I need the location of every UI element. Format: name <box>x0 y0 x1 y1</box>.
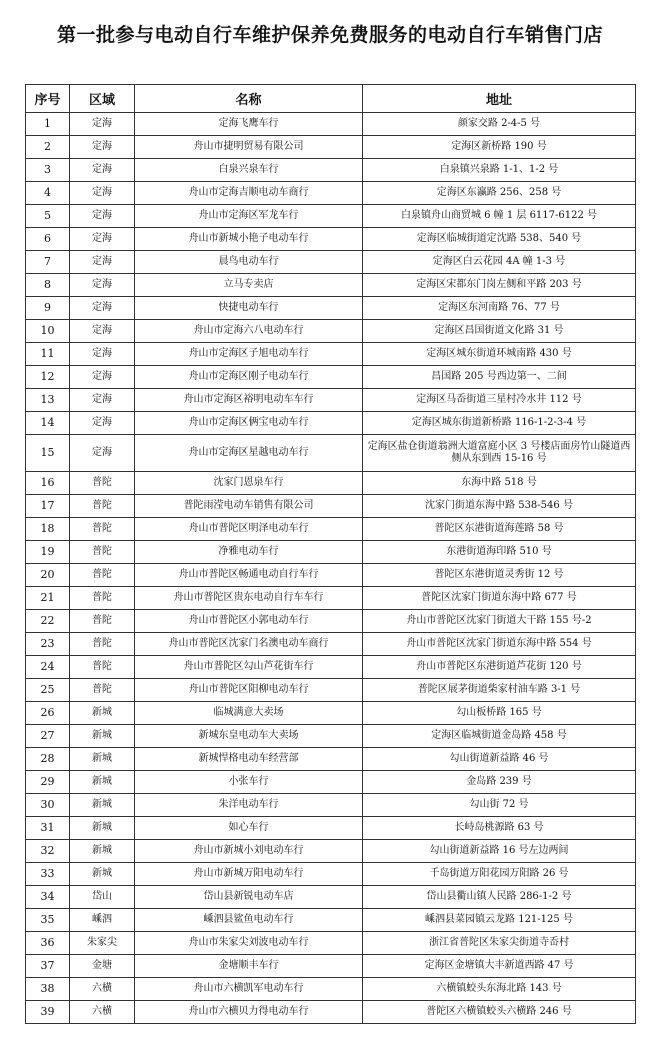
cell-area: 定海 <box>70 274 135 297</box>
cell-name: 舟山市定海区星越电动车行 <box>135 435 363 472</box>
cell-name: 舟山市朱家尖刘波电动车行 <box>135 932 363 955</box>
cell-seq: 5 <box>26 205 70 228</box>
header-address: 地址 <box>363 85 636 113</box>
cell-name: 舟山市捷明贸易有限公司 <box>135 136 363 159</box>
cell-address: 定海区临城街道定沈路 538、540 号 <box>363 228 636 251</box>
cell-seq: 29 <box>26 771 70 794</box>
cell-address: 普陀区东港街道海莲路 58 号 <box>363 518 636 541</box>
table-row <box>26 495 636 518</box>
cell-area: 普陀 <box>70 679 135 702</box>
header-name: 名称 <box>135 85 363 113</box>
cell-name: 舟山市六横贝力得电动车行 <box>135 1001 363 1024</box>
table-row <box>26 320 636 343</box>
cell-address: 六横镇蛟头东海北路 143 号 <box>363 978 636 1001</box>
cell-area: 六横 <box>70 1001 135 1024</box>
table-row <box>26 656 636 679</box>
cell-seq: 33 <box>26 863 70 886</box>
table-header-row <box>26 85 636 113</box>
cell-area: 定海 <box>70 182 135 205</box>
cell-name: 舟山市普陀区贵东电动自行车车行 <box>135 587 363 610</box>
cell-name: 舟山市定海区军龙车行 <box>135 205 363 228</box>
cell-seq: 27 <box>26 725 70 748</box>
cell-address: 岱山县衢山镇人民路 286-1-2 号 <box>363 886 636 909</box>
table-row <box>26 702 636 725</box>
cell-seq: 24 <box>26 656 70 679</box>
cell-address: 定海区马岙街道三星村冷水井 112 号 <box>363 389 636 412</box>
cell-address: 东港街道海印路 510 号 <box>363 541 636 564</box>
cell-name: 如心车行 <box>135 817 363 840</box>
cell-area: 定海 <box>70 412 135 435</box>
cell-name: 舟山市普陀区明泽电动车行 <box>135 518 363 541</box>
cell-area: 新城 <box>70 794 135 817</box>
cell-name: 晨鸟电动车行 <box>135 251 363 274</box>
table-row <box>26 748 636 771</box>
cell-area: 新城 <box>70 863 135 886</box>
table-row <box>26 771 636 794</box>
cell-name: 舟山市定海六八电动车行 <box>135 320 363 343</box>
cell-area: 岱山 <box>70 886 135 909</box>
cell-name: 舟山市普陀区小郭电动车行 <box>135 610 363 633</box>
cell-name: 临城满意大卖场 <box>135 702 363 725</box>
cell-area: 普陀 <box>70 656 135 679</box>
cell-area: 新城 <box>70 840 135 863</box>
cell-seq: 37 <box>26 955 70 978</box>
table-row <box>26 518 636 541</box>
cell-area: 定海 <box>70 228 135 251</box>
cell-address: 定海区城东街道新桥路 116-1-2-3-4 号 <box>363 412 636 435</box>
cell-seq: 2 <box>26 136 70 159</box>
cell-address: 白泉镇舟山商贸城 6 幢 1 层 6117-6122 号 <box>363 205 636 228</box>
cell-area: 新城 <box>70 725 135 748</box>
table-row <box>26 228 636 251</box>
cell-area: 嵊泗 <box>70 909 135 932</box>
cell-area: 定海 <box>70 366 135 389</box>
cell-address: 白泉镇兴泉路 1-1、1-2 号 <box>363 159 636 182</box>
cell-seq: 18 <box>26 518 70 541</box>
cell-address: 定海区东河南路 76、77 号 <box>363 297 636 320</box>
cell-name: 舟山市普陀区沈家门名澳电动车商行 <box>135 633 363 656</box>
table-row <box>26 113 636 136</box>
cell-area: 定海 <box>70 136 135 159</box>
cell-area: 普陀 <box>70 541 135 564</box>
table-row <box>26 159 636 182</box>
cell-address: 定海区金塘镇大丰新道西路 47 号 <box>363 955 636 978</box>
cell-address: 颜家交路 2-4-5 号 <box>363 113 636 136</box>
table-body <box>26 113 636 1024</box>
cell-address: 长峙岛桃源路 63 号 <box>363 817 636 840</box>
cell-seq: 10 <box>26 320 70 343</box>
table-row <box>26 1001 636 1024</box>
cell-seq: 11 <box>26 343 70 366</box>
cell-address: 定海区新桥路 190 号 <box>363 136 636 159</box>
cell-area: 金塘 <box>70 955 135 978</box>
cell-area: 普陀 <box>70 610 135 633</box>
cell-seq: 7 <box>26 251 70 274</box>
table-row <box>26 932 636 955</box>
cell-address: 舟山市普陀区东港街道芦花街 120 号 <box>363 656 636 679</box>
cell-seq: 38 <box>26 978 70 1001</box>
cell-name: 舟山市普陀区阳柳电动车行 <box>135 679 363 702</box>
cell-address: 千岛街道万阳花园万阳路 26 号 <box>363 863 636 886</box>
cell-address: 沈家门街道东海中路 538-546 号 <box>363 495 636 518</box>
table-row <box>26 679 636 702</box>
cell-address: 勾山街 72 号 <box>363 794 636 817</box>
cell-name: 嵊泗县鲨鱼电动车行 <box>135 909 363 932</box>
stores-table <box>25 84 636 1024</box>
cell-address: 舟山市普陀区沈家门街道大干路 155 号-2 <box>363 610 636 633</box>
cell-area: 普陀 <box>70 633 135 656</box>
table-row <box>26 978 636 1001</box>
cell-area: 定海 <box>70 159 135 182</box>
cell-area: 定海 <box>70 113 135 136</box>
table-row <box>26 725 636 748</box>
cell-seq: 28 <box>26 748 70 771</box>
cell-name: 小张车行 <box>135 771 363 794</box>
cell-area: 新城 <box>70 748 135 771</box>
document-title: 第一批参与电动自行车维护保养免费服务的电动自行车销售门店 <box>56 24 603 46</box>
cell-area: 定海 <box>70 251 135 274</box>
cell-address: 定海区城东街道环城南路 430 号 <box>363 343 636 366</box>
cell-seq: 25 <box>26 679 70 702</box>
cell-seq: 4 <box>26 182 70 205</box>
cell-seq: 31 <box>26 817 70 840</box>
cell-seq: 15 <box>26 435 70 472</box>
cell-name: 舟山市新城万阳电动车行 <box>135 863 363 886</box>
table-row <box>26 909 636 932</box>
table-row <box>26 817 636 840</box>
cell-address: 定海区临城街道金岛路 458 号 <box>363 725 636 748</box>
cell-seq: 19 <box>26 541 70 564</box>
cell-address: 东海中路 518 号 <box>363 472 636 495</box>
cell-name: 新城悍格电动车经营部 <box>135 748 363 771</box>
cell-area: 普陀 <box>70 587 135 610</box>
cell-area: 普陀 <box>70 564 135 587</box>
cell-seq: 8 <box>26 274 70 297</box>
cell-seq: 22 <box>26 610 70 633</box>
cell-seq: 12 <box>26 366 70 389</box>
cell-seq: 17 <box>26 495 70 518</box>
cell-address: 定海区宋都东门岗左侧和平路 203 号 <box>363 274 636 297</box>
cell-address: 舟山市普陀区沈家门街道东海中路 554 号 <box>363 633 636 656</box>
cell-name: 舟山市新城小刘电动车行 <box>135 840 363 863</box>
table-row <box>26 587 636 610</box>
cell-name: 白泉兴泉车行 <box>135 159 363 182</box>
cell-name: 舟山市定海区裕明电动车车行 <box>135 389 363 412</box>
cell-area: 普陀 <box>70 495 135 518</box>
table-row <box>26 297 636 320</box>
cell-name: 舟山市普陀区畅通电动自行车行 <box>135 564 363 587</box>
table-row <box>26 205 636 228</box>
cell-area: 定海 <box>70 389 135 412</box>
table-row <box>26 182 636 205</box>
cell-seq: 23 <box>26 633 70 656</box>
cell-address: 普陀区展茅街道柴家村油车路 3-1 号 <box>363 679 636 702</box>
cell-seq: 3 <box>26 159 70 182</box>
cell-area: 新城 <box>70 702 135 725</box>
table-row <box>26 366 636 389</box>
cell-address: 勾山街道新益路 46 号 <box>363 748 636 771</box>
header-area: 区域 <box>70 85 135 113</box>
cell-area: 定海 <box>70 297 135 320</box>
cell-address: 普陀区东港街道灵秀街 12 号 <box>363 564 636 587</box>
table-row <box>26 886 636 909</box>
cell-area: 定海 <box>70 320 135 343</box>
cell-name: 舟山市普陀区勾山芦花街车行 <box>135 656 363 679</box>
cell-seq: 13 <box>26 389 70 412</box>
cell-seq: 34 <box>26 886 70 909</box>
cell-address: 定海区盐仓街道翁洲大道富庭小区 3 号楼店面房竹山隧道西侧从东到西 15-16 号 <box>363 435 636 472</box>
table-row <box>26 274 636 297</box>
header-seq: 序号 <box>26 85 70 113</box>
cell-name: 金塘顺丰车行 <box>135 955 363 978</box>
cell-address: 普陀区六横镇蛟头六横路 246 号 <box>363 1001 636 1024</box>
table-row <box>26 863 636 886</box>
table-row <box>26 541 636 564</box>
cell-name: 定海飞鹰车行 <box>135 113 363 136</box>
cell-seq: 39 <box>26 1001 70 1024</box>
table-row <box>26 955 636 978</box>
cell-address: 勾山街道新益路 16 号左边两间 <box>363 840 636 863</box>
cell-name: 舟山市六横凯军电动车行 <box>135 978 363 1001</box>
cell-address: 金岛路 239 号 <box>363 771 636 794</box>
cell-address: 勾山板桥路 165 号 <box>363 702 636 725</box>
table-row <box>26 610 636 633</box>
cell-area: 新城 <box>70 771 135 794</box>
cell-seq: 21 <box>26 587 70 610</box>
cell-seq: 30 <box>26 794 70 817</box>
cell-address: 定海区白云花园 4A 幢 1-3 号 <box>363 251 636 274</box>
cell-area: 普陀 <box>70 472 135 495</box>
cell-seq: 16 <box>26 472 70 495</box>
cell-seq: 20 <box>26 564 70 587</box>
cell-name: 舟山市新城小艳子电动车行 <box>135 228 363 251</box>
cell-seq: 35 <box>26 909 70 932</box>
cell-seq: 26 <box>26 702 70 725</box>
table-row <box>26 412 636 435</box>
cell-seq: 9 <box>26 297 70 320</box>
cell-name: 普陀雨滢电动车销售有限公司 <box>135 495 363 518</box>
cell-name: 沈家门恩泉车行 <box>135 472 363 495</box>
cell-address: 定海区昌国街道文化路 31 号 <box>363 320 636 343</box>
cell-seq: 1 <box>26 113 70 136</box>
cell-address: 普陀区沈家门街道东海中路 677 号 <box>363 587 636 610</box>
cell-area: 普陀 <box>70 518 135 541</box>
cell-area: 定海 <box>70 205 135 228</box>
cell-name: 快捷电动车行 <box>135 297 363 320</box>
table-row <box>26 472 636 495</box>
table-row <box>26 435 636 472</box>
table-row <box>26 633 636 656</box>
cell-name: 新城东皇电动车大卖场 <box>135 725 363 748</box>
table-row <box>26 840 636 863</box>
table-row <box>26 343 636 366</box>
cell-name: 舟山市定海吉顺电动车商行 <box>135 182 363 205</box>
cell-address: 浙江省普陀区朱家尖街道寺岙村 <box>363 932 636 955</box>
cell-area: 定海 <box>70 343 135 366</box>
table-row <box>26 251 636 274</box>
cell-name: 舟山市定海区俩宝电动车行 <box>135 412 363 435</box>
cell-seq: 36 <box>26 932 70 955</box>
table-row <box>26 564 636 587</box>
cell-address: 昌国路 205 号西边第一、二间 <box>363 366 636 389</box>
cell-name: 净雅电动车行 <box>135 541 363 564</box>
cell-area: 新城 <box>70 817 135 840</box>
cell-address: 嵊泗县菜园镇云龙路 121-125 号 <box>363 909 636 932</box>
cell-area: 六横 <box>70 978 135 1001</box>
cell-seq: 32 <box>26 840 70 863</box>
cell-seq: 14 <box>26 412 70 435</box>
table-row <box>26 389 636 412</box>
table-row <box>26 794 636 817</box>
cell-name: 立马专卖店 <box>135 274 363 297</box>
cell-area: 朱家尖 <box>70 932 135 955</box>
cell-area: 定海 <box>70 435 135 472</box>
table-row <box>26 136 636 159</box>
cell-name: 岱山县新锐电动车店 <box>135 886 363 909</box>
cell-address: 定海区东瀛路 256、258 号 <box>363 182 636 205</box>
cell-name: 舟山市定海区子旭电动车行 <box>135 343 363 366</box>
cell-name: 舟山市定海区刚子电动车行 <box>135 366 363 389</box>
cell-seq: 6 <box>26 228 70 251</box>
cell-name: 朱洋电动车行 <box>135 794 363 817</box>
